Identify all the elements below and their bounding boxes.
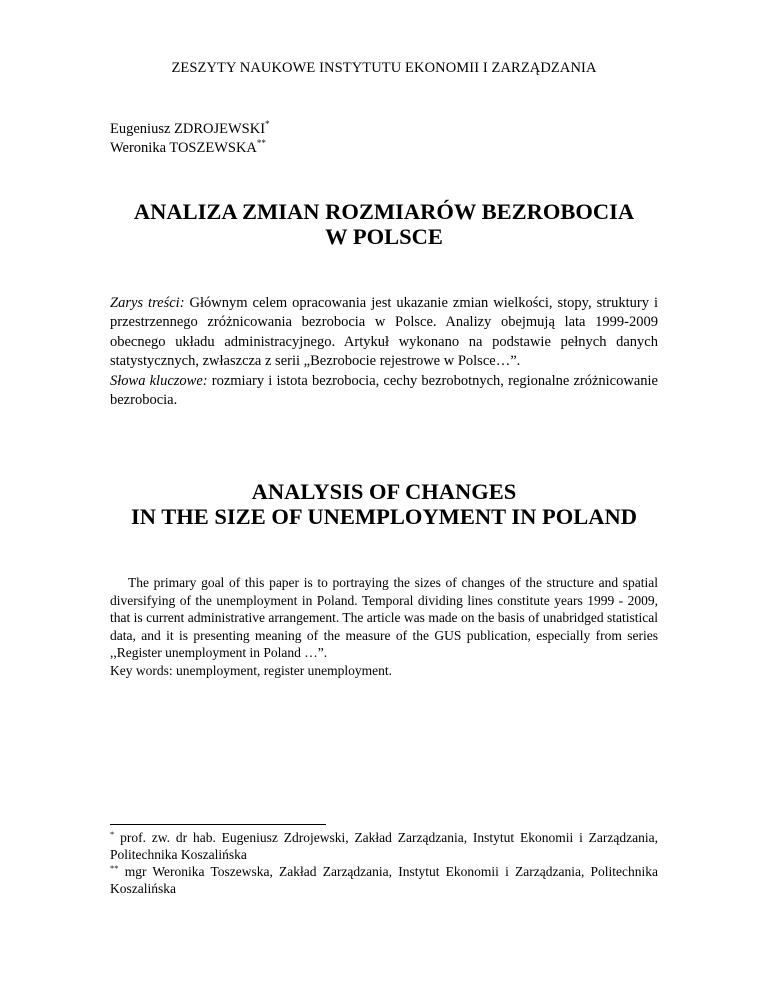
footnote-divider (110, 824, 326, 825)
title-english-line-1: ANALYSIS OF CHANGES (251, 479, 517, 504)
footnote-mark: ** (256, 138, 266, 148)
title-polish-line-2: W POLSCE (325, 224, 443, 249)
footnote-mark: * (265, 119, 270, 129)
author-2 (110, 139, 270, 158)
title-english-line-2: IN THE SIZE OF UNEMPLOYMENT IN POLAND (131, 504, 637, 529)
author-name: Eugeniusz ZDROJEWSKI (110, 121, 266, 137)
title-polish-line-1: ANALIZA ZMIAN ROZMIARÓW BEZROBOCIA (133, 199, 635, 224)
keywords-english: Key words: unemployment, register unemployment. (110, 662, 392, 678)
abstract-polish-summary (110, 294, 658, 372)
keywords-label: Słowa kluczowe: (110, 372, 208, 389)
title-english (0, 479, 768, 529)
footnote-text: prof. zw. dr hab. Eugeniusz Zdrojewski, Zakład Zarządzania, Instytut Ekonomii i Zarządzania, Politechnika Koszalińska (110, 830, 659, 862)
title-polish (0, 199, 768, 249)
footnote-text: mgr Weronika Toszewska, Zakład Zarządzania, Instytut Ekonomii i Zarządzania, Politechnika Koszalińska (110, 864, 659, 896)
abstract-english (110, 574, 658, 679)
abstract-english-text: The primary goal of this paper is to portraying the sizes of changes of the structure and spatial diversifying of the unemployment in Poland. Temporal dividing lines constitute years 1999 - 2009, that is current administrative arrangement. The article was made on the basis of unabridged statistical data, and it is presenting meaning of the measure of the GUS publication, especially from series ,,Register unemployment in Poland …”. (110, 575, 658, 660)
journal-header: ZESZYTY NAUKOWE INSTYTUTU EKONOMII I ZARZĄDZANIA (171, 60, 597, 76)
author-name: Weronika TOSZEWSKA (110, 140, 257, 156)
keywords-polish (110, 372, 658, 411)
author-1 (110, 120, 270, 139)
footnote-1 (110, 829, 658, 863)
abstract-text: Głównym celem opracowania jest ukazanie zmian wielkości, stopy, struktury i przestrzennego zróżnicowania bezrobocia w Polsce. Analizy obejmują lata 1999-2009 obecnego układu administracyjnego. Artykuł wykonano na podstawie pełnych danych statystycznych, zwłaszcza z serii „Bezrobocie rejestrowe w Polsce…”. (110, 295, 658, 370)
footnotes (110, 829, 658, 897)
footnote-2 (110, 863, 658, 897)
author-list (110, 120, 270, 158)
keywords-text: rozmiary i istota bezrobocia, cechy bezrobotnych, regionalne zróżnicowanie bezrobocia. (110, 372, 658, 409)
footnote-mark: ** (110, 863, 119, 873)
footnote-mark: * (110, 829, 115, 839)
abstract-polish (110, 294, 658, 410)
abstract-label: Zarys treści: (110, 295, 185, 311)
